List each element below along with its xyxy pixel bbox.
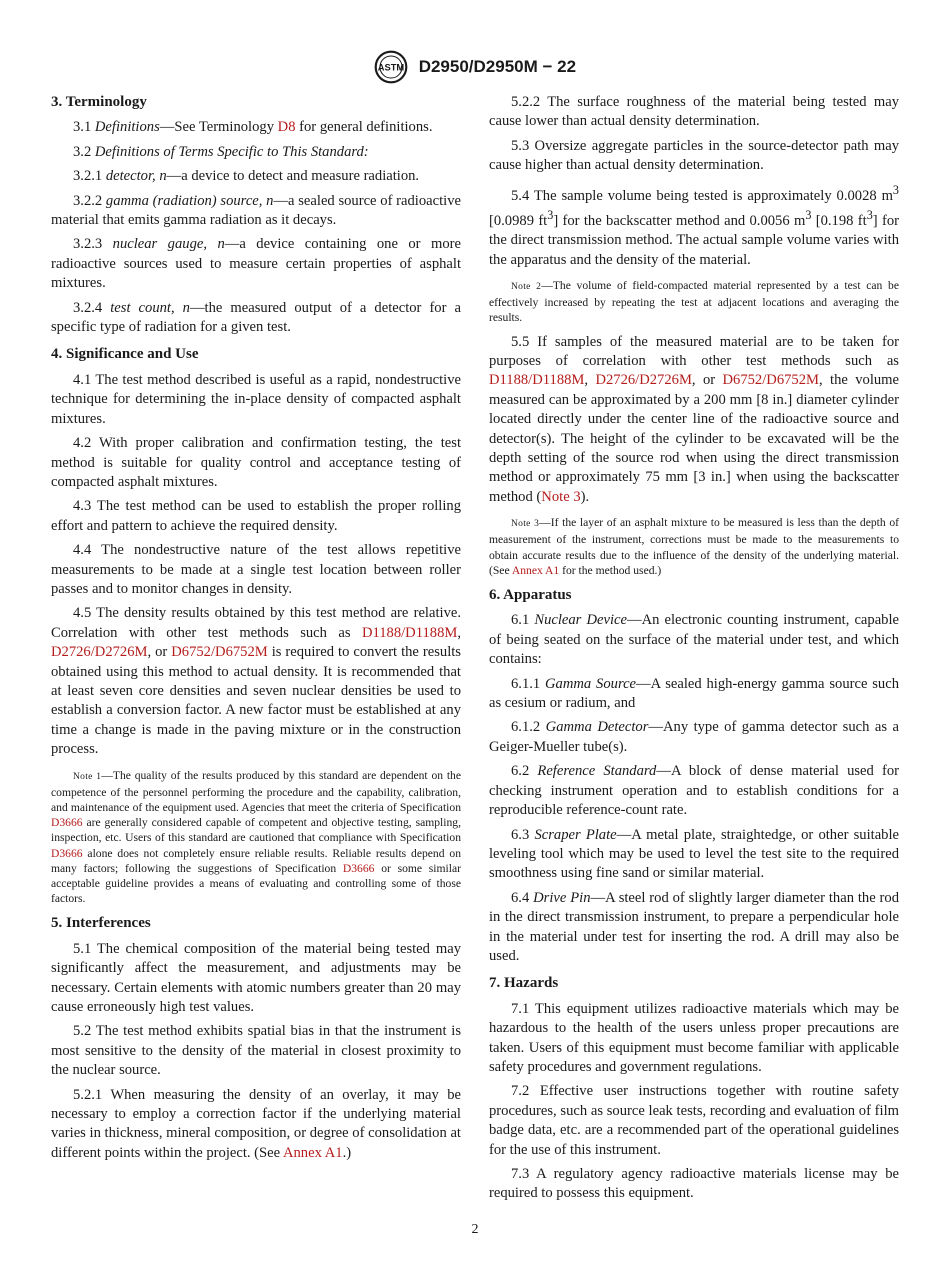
para-6-3: 6.3 Scraper Plate—A metal plate, straightedge, or other suitable leveling tool which may be used to level the test site to the required smoothness using fine sand or similar material. xyxy=(489,826,900,882)
section-6-heading: 6. Apparatus xyxy=(489,587,572,604)
ref-d3666-link[interactable]: D3666 xyxy=(51,816,83,830)
para-6-1: 6.1 Nuclear Device—An electronic counting instrument, capable of being seated on the surface of the material under test, and which contains: xyxy=(489,612,900,668)
page-number: 2 xyxy=(471,1222,479,1237)
para-7-3: 7.3 A regulatory agency radioactive materials license may be required to possess this equipment. xyxy=(489,1166,899,1202)
para-3-2: 3.2 Definitions of Terms Specific to This Standard: xyxy=(73,143,369,160)
para-6-1-1: 6.1.1 Gamma Source—A sealed high-energy gamma source such as cesium or radium, and xyxy=(489,675,900,712)
page-header xyxy=(0,50,950,84)
para-5-2: 5.2 The test method exhibits spatial bias in that the instrument is most sensitive to the density of the material in closest proximity to the nuclear source. xyxy=(51,1023,461,1079)
para-7-2: 7.2 Effective user instructions together with routine safety procedures, such as source leak tests, recording and evaluation of film badge data, etc. are a recommended part of the operational guidelines for the use of this instrument. xyxy=(489,1083,899,1158)
ref-d2726-link[interactable]: D2726/D2726M xyxy=(51,644,148,661)
para-5-5: 5.5 If samples of the measured material are to be taken for purposes of correlation with other test methods such as D1188/D1188M, D2726/D2726M, or D6752/D6752M, the volume measured can be approximated by a 200 mm [8 in.] diameter cylinder located directly under the center line of the radioactive source and detector(s). The height of the cylinder to be excavated will be the depth setting of the source rod when using the direct transmission method or approximately 75 mm [3 in.] when using the backscatter method (Note 3). xyxy=(489,333,899,505)
para-5-1: 5.1 The chemical composition of the material being tested may significantly affect the measurement, and adjustments may be necessary. Certain elements with atomic numbers greater than 20 may cause erroneously high test values. xyxy=(51,940,461,1016)
right-column xyxy=(489,93,899,1209)
para-5-2-1: 5.2.1 When measuring the density of an overlay, it may be necessary to employ a correction factor if the underlying material varies in thickness, mineral composition, or degree of consolidation at different points within the project. (See Annex A1.) xyxy=(51,1086,461,1161)
para-5-3: 5.3 Oversize aggregate particles in the source-detector path may cause higher than actual density determination. xyxy=(489,137,899,174)
note-3: Note 3—If the layer of an asphalt mixture to be measured is less than the depth of measurement of the instrument, corrections must be made to the measurements to obtain accurate results due to the influence of the density of the underlying material. (See Annex A1 for the method used.) xyxy=(489,516,899,577)
para-3-1: 3.1 Definitions—See Terminology D8 for general definitions. xyxy=(73,119,433,136)
para-4-4: 4.4 The nondestructive nature of the test allows repetitive measurements to be made at a single test location between roller passes and to monitor changes in density. xyxy=(51,542,461,597)
astm-logo xyxy=(374,50,408,84)
para-6-1-2: 6.1.2 Gamma Detector—Any type of gamma detector such as a Geiger-Mueller tube(s). xyxy=(489,719,899,755)
ref-d8-link[interactable]: D8 xyxy=(277,119,296,136)
para-4-5: 4.5 The density results obtained by this test method are relative. Correlation with other test methods such as D1188/D1188M, D2726/D2726M, or D6752/D6752M is required to convert the results obtained using this method to actual density. It is recommended that at least seven core densities and seven nuclear densities be used to establish a conversion factor. A new factor must be established at any time a change is made in the paving mixture or in the construction process. xyxy=(51,605,461,758)
ref-d6752-link[interactable]: D6752/D6752M xyxy=(722,372,819,389)
section-5-heading: 5. Interferences xyxy=(51,915,151,932)
para-3-2-4: 3.2.4 test count, n—the measured output of a detector for a specific type of radiation for a given test. xyxy=(51,299,461,336)
para-4-1: 4.1 The test method described is useful as a rapid, nondestructive technique for determining the in-place density of compacted asphalt mixtures. xyxy=(51,371,461,427)
standard-designation: D2950/D2950M − 22 xyxy=(418,57,577,76)
ref-d1188-link[interactable]: D1188/D1188M xyxy=(489,372,585,389)
para-3-2-3: 3.2.3 nuclear gauge, n—a device containing one or more radioactive sources used to measure certain properties of asphalt mixtures. xyxy=(51,236,461,292)
ref-d1188-link[interactable]: D1188/D1188M xyxy=(361,624,458,641)
ref-annex-a1-link[interactable]: Annex A1 xyxy=(511,563,560,577)
para-7-1: 7.1 This equipment utilizes radioactive materials which may be hazardous to the health of the users unless proper precautions are taken. Users of this equipment must become familiar with applicable safety procedures and government regulations. xyxy=(489,1000,899,1075)
para-3-2-1: 3.2.1 detector, n—a device to detect and measure radiation. xyxy=(73,168,420,185)
ref-d3666-link[interactable]: D3666 xyxy=(342,861,375,875)
ref-d6752-link[interactable]: D6752/D6752M xyxy=(171,644,268,661)
para-3-2-2: 3.2.2 gamma (radiation) source, n—a sealed source of radioactive material that emits gamma radiation as it decays. xyxy=(51,192,461,229)
note-1: Note 1—The quality of the results produced by this standard are dependent on the competence of the personnel performing the procedure and the capability, calibration, and maintenance of the equipment used. Agencies that meet the criteria of Specification D3666 are generally considered capable of competent and objective testing, sampling, inspection, etc. Users of this standard are cautioned that compliance with Specification D3666 alone does not completely ensure reliable results. Reliable results depend on many factors; following the suggestions of Specification D3666 or some similar acceptable guideline provides a means of evaluating and controlling some of those factors. xyxy=(51,768,462,906)
section-3-heading: 3. Terminology xyxy=(51,94,147,110)
ref-note-3-link[interactable]: Note 3 xyxy=(541,488,581,505)
para-6-4: 6.4 Drive Pin—A steel rod of slightly larger diameter than the rod in the direct transmission instrument, to prepare a perpendicular hole in the material under test for inserting the rod. A drill may also be used. xyxy=(489,889,900,964)
ref-d2726-link[interactable]: D2726/D2726M xyxy=(595,372,692,389)
para-4-3: 4.3 The test method can be used to establish the proper rolling effort and pattern to achieve the required density. xyxy=(51,498,461,534)
section-7-heading: 7. Hazards xyxy=(489,975,559,992)
para-4-2: 4.2 With proper calibration and confirmation testing, the test method is suitable for quality control and acceptance testing of compacted asphalt mixtures. xyxy=(51,435,461,490)
left-column xyxy=(51,93,461,1168)
para-5-2-2: 5.2.2 The surface roughness of the material being tested may cause lower than actual density determination. xyxy=(489,94,899,130)
para-5-4: 5.4 The sample volume being tested is approximately 0.0028 $m^3$ [0.0989 $ft^3$] for the backscatter method and 0.0056 $m^3$ [0.198 $ft^3$] for the direct transmission method. The actual sample volume varies with the apparatus and the density of the material. xyxy=(489,182,899,268)
ref-annex-a1-link[interactable]: Annex A1 xyxy=(282,1144,343,1161)
ref-d3666-link[interactable]: D3666 xyxy=(51,846,83,860)
astm-logo-text: ASTM xyxy=(377,62,405,73)
para-6-2: 6.2 Reference Standard—A block of dense material used for checking instrument operation and to establish conditions for a reproducible reference-count rate. xyxy=(489,763,900,819)
note-2: Note 2—The volume of field-compacted material represented by a test can be effectively increased by repeating the test at adjacent locations and averaging the results. xyxy=(489,278,899,325)
section-4-heading: 4. Significance and Use xyxy=(51,346,199,363)
